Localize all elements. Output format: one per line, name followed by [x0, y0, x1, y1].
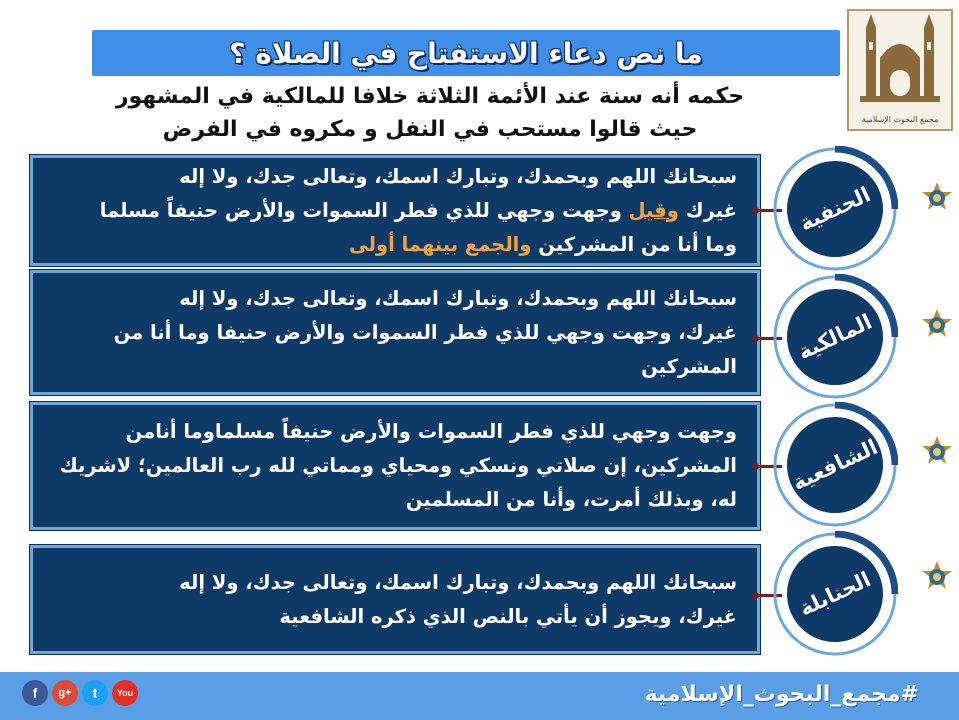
connector-dot-maliki	[752, 335, 759, 342]
shafii-line-3: له، وبذلك أمرت، وأنا من المسلمين	[405, 488, 737, 511]
rosette-icon	[920, 435, 954, 469]
footer-hashtag[interactable]: #مجمع_البحوث_الإسلامية	[644, 681, 919, 707]
badge-label-shafii: الشافعية	[788, 434, 882, 496]
page-title: ما نص دعاء الاستفتاح في الصلاة ؟	[229, 36, 703, 70]
google-plus-icon[interactable]: g+	[52, 680, 78, 706]
maliki-line-1: سبحانك اللهم وبحمدك، وتبارك اسمك، وتعالى جدك، ولا إله	[179, 286, 737, 310]
rosette-icon	[920, 560, 954, 594]
maliki-line-3: المشركين	[641, 354, 737, 378]
connector-dot-hanafi	[752, 207, 759, 214]
hanbali-line-2: غيرك، ويجوز أن يأتي بالنص الذي ذكره الشافعية	[279, 604, 737, 628]
connector-dot-hanbali	[752, 592, 759, 599]
card-shafii	[30, 402, 760, 530]
rosette-icon	[920, 181, 954, 215]
logo-caption: مجمع البحوث الإسلامية	[861, 115, 939, 124]
intro-text	[40, 80, 820, 146]
youtube-icon[interactable]: You	[112, 680, 138, 706]
maliki-line-2: غيرك، وجهت وجهي للذي فطر السموات والأرض حنيفا وما أنا من	[113, 320, 737, 344]
card-hanafi	[30, 155, 760, 266]
shafii-line-2: المشركين، إن صلاتي ونسكي ومحياي ومماتي لله رب العالمين؛ لاشريك	[59, 454, 737, 477]
rosette-icon	[920, 308, 954, 342]
card-hanbali	[30, 545, 760, 654]
institution-logo	[846, 8, 954, 132]
card-maliki	[30, 270, 760, 395]
intro-line-2: حيث قالوا مستحب في النفل و مكروه في الفرض	[162, 117, 698, 142]
badge-label-maliki: المالكية	[794, 309, 876, 365]
hanafi-line-3: وما أنا من المشركين والجمع بينهما أولى	[348, 232, 737, 256]
hanbali-line-1: سبحانك اللهم وبحمدك، وتبارك اسمك، وتعالى جدك، ولا إله	[179, 570, 737, 594]
hanafi-combine-highlight: والجمع بينهما أولى	[348, 232, 532, 256]
connector-dot-shafii	[752, 463, 759, 470]
hanafi-line-1: سبحانك اللهم وبحمدك، وتبارك اسمك، وتعالى جدك، ولا إله	[179, 164, 737, 188]
shafii-line-1: وجهت وجهي للذي فطر السموات والأرض حنيفاً مسلماوما أنامن	[125, 420, 737, 443]
twitter-icon[interactable]: t	[82, 680, 108, 706]
facebook-icon[interactable]: f	[22, 680, 48, 706]
hanafi-qila-highlight: وقيل	[628, 198, 679, 222]
intro-line-1: حكمه أنه سنة عند الأئمة الثلاثة خلافا للمالكية في المشهور	[115, 84, 745, 109]
badge-label-hanbali: الحنابلة	[795, 567, 875, 621]
hanafi-line-2: غيرك وقيل وجهت وجهي للذي فطر السموات والأرض حنيفاً مسلما	[99, 198, 737, 222]
badge-label-hanafi: الحنفية	[795, 182, 875, 236]
